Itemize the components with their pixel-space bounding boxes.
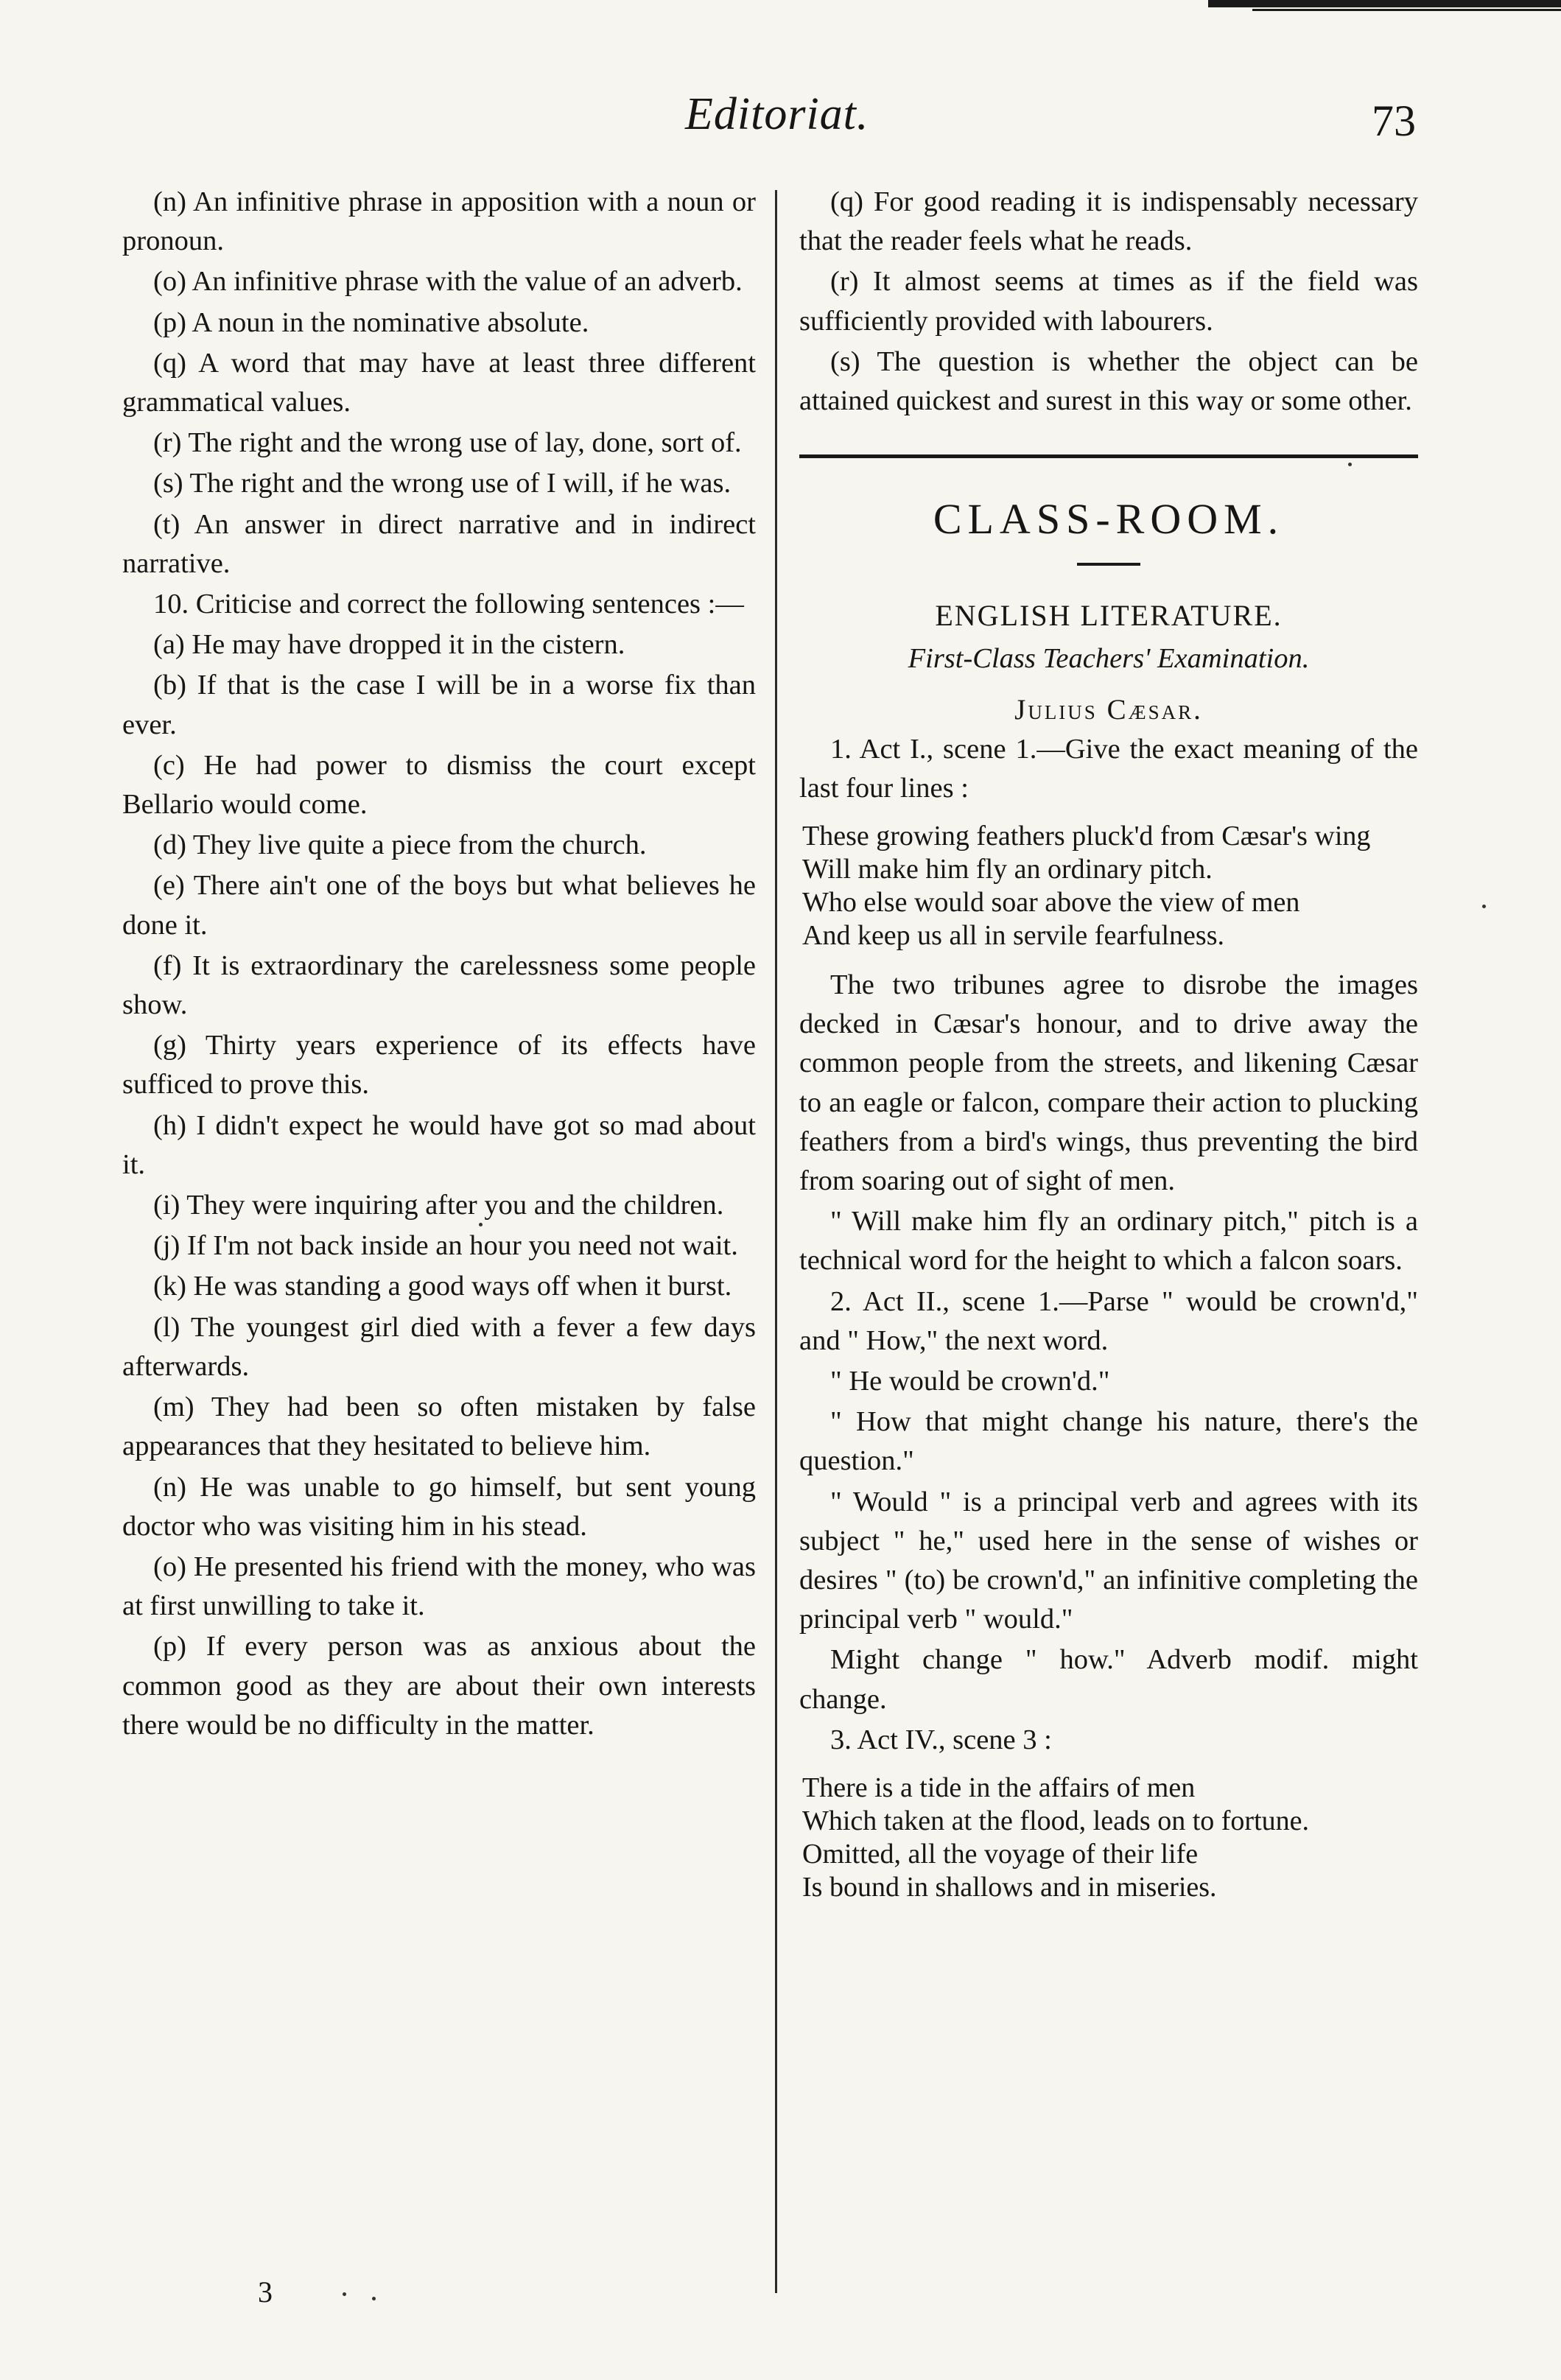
heading-short-rule [1077, 563, 1140, 566]
print-speck [343, 2292, 346, 2296]
answer-2: " Would " is a principal verb and agrees with its subject " he," used here in the sense of wishes or desires " (to) be crown'd," an infinitive completing the principal verb " would." [799, 1486, 1418, 1635]
left-paragraph: (f) It is extraordinary the carelessness some people show. [122, 949, 756, 1021]
right-paragraph: (q) For good reading it is indispensably necessary that the reader feels what he reads. [799, 186, 1418, 257]
subsection-title: ENGLISH LITERATURE. [935, 599, 1283, 633]
left-paragraph: (l) The youngest girl died with a fever a few days afterwards. [122, 1311, 756, 1382]
top-edge-rule [1208, 0, 1561, 7]
verse-line: And keep us all in servile fearfulness. [802, 920, 1224, 952]
section-title: CLASS-ROOM. [933, 495, 1285, 544]
left-paragraph: (p) If every person was as anxious about the common good as they are about their own interests there would be no difficulty in the matter. [122, 1631, 756, 1741]
verse-quote-2 [799, 1772, 1418, 1904]
quote: " He would be crown'd." [830, 1366, 1110, 1397]
left-paragraph: (i) They were inquiring after you and the children. [153, 1190, 724, 1221]
left-paragraph: (g) Thirty years experience of its effects have sufficed to prove this. [122, 1030, 756, 1101]
print-speck [479, 1223, 483, 1226]
print-speck [1482, 905, 1486, 908]
right-paragraph: (r) It almost seems at times as if the field was sufficiently provided with labourers. [799, 266, 1418, 337]
left-paragraph: (p) A noun in the nominative absolute. [153, 306, 589, 338]
section-rule [799, 454, 1418, 458]
column-divider [775, 190, 777, 2293]
top-edge-rule-thin [1252, 9, 1561, 11]
left-paragraph: (d) They live quite a piece from the church. [153, 829, 647, 861]
left-paragraph: (t) An answer in direct narrative and in indirect narrative. [122, 508, 756, 579]
left-paragraph: (n) He was unable to go himself, but sent young doctor who was visiting him in his stead. [122, 1471, 756, 1542]
left-paragraph: (o) An infinitive phrase with the value of an adverb. [153, 266, 743, 298]
left-paragraph: (m) They had been so often mistaken by false appearances that they hesitated to believe him. [122, 1391, 756, 1462]
left-paragraph: (h) I didn't expect he would have got so mad about it. [122, 1109, 756, 1180]
left-paragraph: (s) The right and the wrong use of I will, if he was. [153, 468, 732, 499]
exam-title: First-Class Teachers' Examination. [908, 643, 1310, 675]
left-paragraph: (b) If that is the case I will be in a worse fix than ever. [122, 670, 756, 740]
quote: " How that might change his nature, there's the question." [799, 1406, 1418, 1477]
left-paragraph: (a) He may have dropped it in the cistern. [153, 629, 625, 661]
print-speck [1348, 463, 1352, 466]
left-paragraph: (c) He had power to dismiss the court except Bellario would come. [122, 749, 756, 821]
verse-line: There is a tide in the affairs of men [802, 1772, 1196, 1804]
left-paragraph: (j) If I'm not back inside an hour you need not wait. [153, 1230, 738, 1262]
verse-line: These growing feathers pluck'd from Cæsar's wing [802, 821, 1371, 852]
print-speck [372, 2297, 376, 2300]
left-paragraph: (n) An infinitive phrase in apposition with a noun or pronoun. [122, 186, 756, 257]
left-paragraph: (o) He presented his friend with the money, who was at first unwilling to take it. [122, 1551, 756, 1622]
left-paragraph: (r) The right and the wrong use of lay, done, sort of. [153, 427, 742, 459]
verse-line: Omitted, all the voyage of their life [802, 1839, 1199, 1870]
question-2: 2. Act II., scene 1.—Parse " would be crown'd," and " How," the next word. [799, 1285, 1418, 1356]
question-3: 3. Act IV., scene 3 : [830, 1724, 1052, 1755]
signature-mark: 3 [258, 2275, 273, 2309]
question-1: 1. Act I., scene 1.—Give the exact meaning of the last four lines : [799, 733, 1418, 804]
right-paragraph: (s) The question is whether the object can be attained quickest and surest in this way or some other. [799, 345, 1418, 417]
running-title: Editoriat. [685, 89, 869, 139]
verse-line: Is bound in shallows and in miseries. [802, 1872, 1217, 1903]
play-title: Julius Cæsar. [1014, 694, 1203, 726]
answer-2-note: Might change " how." Adverb modif. might change. [799, 1644, 1418, 1715]
page-number: 73 [1372, 96, 1416, 145]
verse-line: Will make him fly an ordinary pitch. [802, 854, 1213, 885]
left-column [122, 183, 756, 1747]
verse-line: Who else would soar above the view of men [802, 887, 1300, 919]
left-paragraph: (k) He was standing a good ways off when it burst. [153, 1271, 732, 1302]
right-column [799, 183, 1418, 1917]
verse-line: Which taken at the flood, leads on to fortune. [802, 1805, 1310, 1837]
question-10: 10. Criticise and correct the following sentences :— [153, 589, 744, 620]
answer-1-note: " Will make him fly an ordinary pitch," pitch is a technical word for the height to which a falcon soars. [799, 1206, 1418, 1277]
answer-1: The two tribunes agree to disrobe the images decked in Cæsar's honour, and to drive away the common people from the streets, and likening Cæsar to an eagle or falcon, compare their action to plucking feathers from a bird's wings, thus preventing the bird from soaring out of sight of men. [799, 969, 1418, 1197]
verse-quote-1 [799, 820, 1418, 952]
left-paragraph: (e) There ain't one of the boys but what believes he done it. [122, 870, 756, 941]
left-paragraph: (q) A word that may have at least three different grammatical values. [122, 347, 756, 418]
